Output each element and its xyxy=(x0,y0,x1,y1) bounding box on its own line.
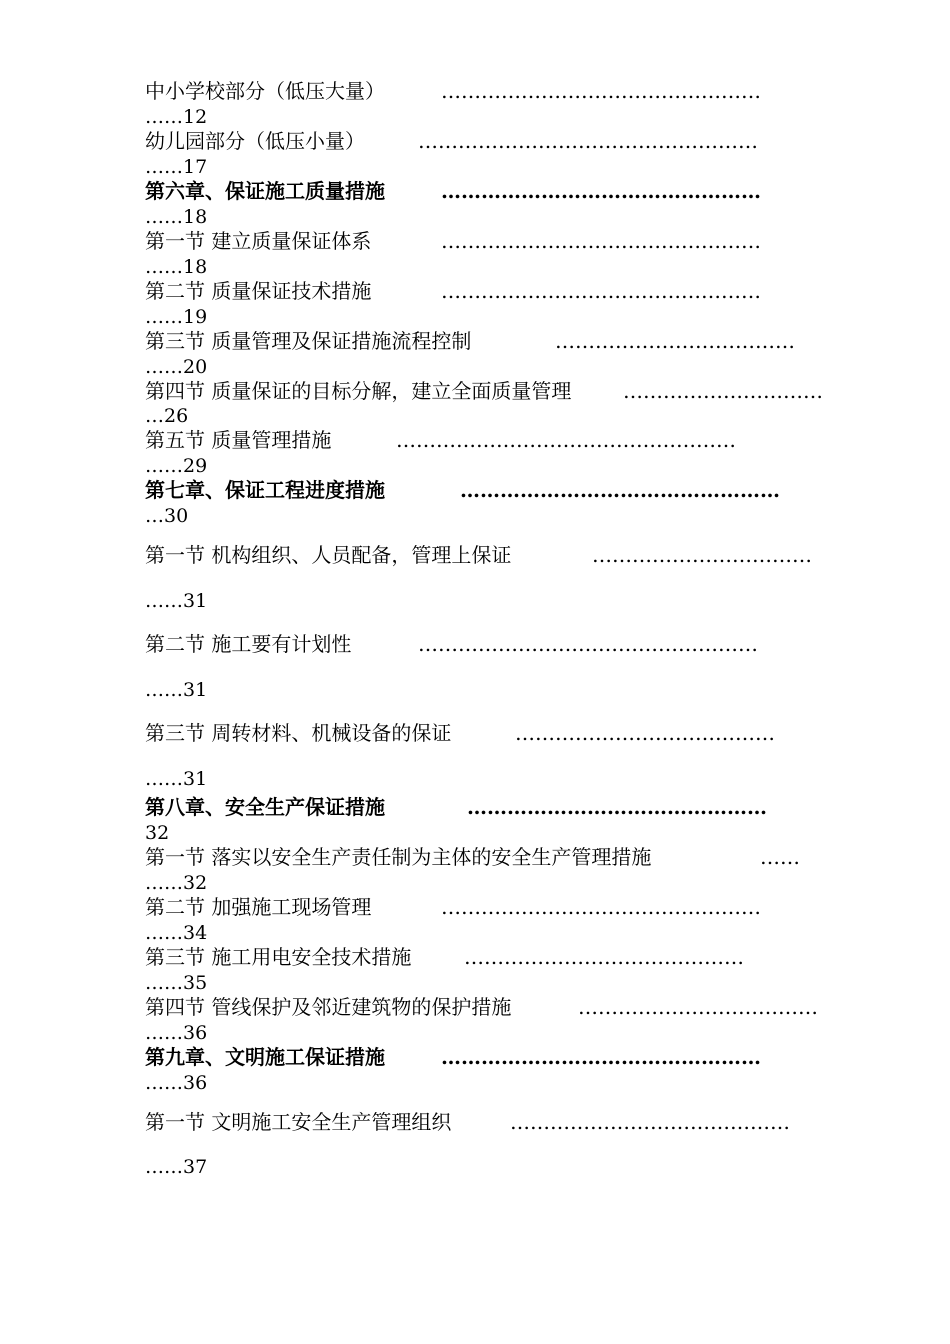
toc-entry-page: 32 xyxy=(145,822,170,844)
toc-entry[interactable] xyxy=(145,794,825,820)
toc-entry-leader: ………………………………………… xyxy=(441,1045,761,1069)
toc-entry-page: ……34 xyxy=(145,922,208,944)
toc-entry-leader: ……………………………… xyxy=(578,995,818,1019)
toc-entry[interactable] xyxy=(145,631,825,657)
toc-entry[interactable] xyxy=(145,894,825,920)
toc-entry-title: 第九章、文明施工保证措施 xyxy=(145,1045,385,1069)
toc-entry-page: ……35 xyxy=(145,972,208,994)
toc-entry-leader: …………………………………………… xyxy=(418,129,758,153)
toc-entry-page: ……37 xyxy=(145,1156,208,1178)
toc-entry-leader: ………………………………………… xyxy=(460,478,780,502)
toc-entry-page: ……31 xyxy=(145,768,208,790)
toc-entry[interactable] xyxy=(145,278,825,304)
toc-entry-page: ……17 xyxy=(145,156,208,178)
toc-entry[interactable] xyxy=(145,477,825,503)
toc-entry-leader: ……………………………… xyxy=(555,329,795,353)
toc-entry[interactable] xyxy=(145,1044,825,1070)
toc-entry[interactable] xyxy=(145,427,825,453)
toc-entry-leader: …………………………… xyxy=(592,543,812,567)
toc-entry[interactable] xyxy=(145,178,825,204)
toc-entry-page: ……19 xyxy=(145,306,208,328)
toc-entry-title: 第七章、保证工程进度措施 xyxy=(145,478,385,502)
toc-entry-title: 第三节 质量管理及保证措施流程控制 xyxy=(145,329,472,353)
toc-entry[interactable] xyxy=(145,720,825,746)
toc-entry-page: ……20 xyxy=(145,356,208,378)
toc-entry-title: 第二节 加强施工现场管理 xyxy=(145,895,372,919)
toc-entry-leader: ………………………… xyxy=(623,379,823,403)
toc-entry[interactable] xyxy=(145,944,825,970)
toc-entry[interactable] xyxy=(145,328,825,354)
toc-entry[interactable] xyxy=(145,994,825,1020)
toc-entry-page: ……18 xyxy=(145,206,208,228)
toc-entry[interactable] xyxy=(145,844,825,870)
toc-entry[interactable] xyxy=(145,228,825,254)
toc-entry-leader: …… xyxy=(760,845,800,869)
toc-entry-leader: …………………………………………… xyxy=(396,428,736,452)
toc-entry-page: ……31 xyxy=(145,590,208,612)
toc-entry-title: 第一节 落实以安全生产责任制为主体的安全生产管理措施 xyxy=(145,845,652,869)
toc-entry-page: ……36 xyxy=(145,1022,208,1044)
toc-entry-title: 中小学校部分（低压大量） xyxy=(145,79,385,103)
toc-entry-page: ……32 xyxy=(145,872,208,894)
toc-entry-leader: ………………………………… xyxy=(515,721,775,745)
toc-entry-leader: …………………………………………… xyxy=(418,632,758,656)
toc-entry-page: ……18 xyxy=(145,256,208,278)
toc-entry-title: 第八章、安全生产保证措施 xyxy=(145,795,385,819)
toc-entry-page: ……36 xyxy=(145,1072,208,1094)
toc-entry-leader: ………………………………………… xyxy=(441,895,761,919)
toc-entry-leader: ……………………………………… xyxy=(467,795,767,819)
toc-entry-page: …26 xyxy=(145,405,189,427)
toc-entry[interactable] xyxy=(145,78,825,104)
toc-entry-leader: ………………………………………… xyxy=(441,79,761,103)
toc-entry-page: ……31 xyxy=(145,679,208,701)
toc-entry-leader: ………………………………………… xyxy=(441,229,761,253)
toc-entry-leader: ………………………………………… xyxy=(441,179,761,203)
toc-entry-title: 第六章、保证施工质量措施 xyxy=(145,179,385,203)
toc-entry[interactable] xyxy=(145,128,825,154)
toc-entry-title: 第一节 机构组织、人员配备，管理上保证 xyxy=(145,543,512,567)
toc-entry-title: 第五节 质量管理措施 xyxy=(145,428,332,452)
toc-entry-page: …30 xyxy=(145,505,189,527)
toc-entry-leader: …………………………………… xyxy=(464,945,744,969)
toc-entry-title: 第一节 文明施工安全生产管理组织 xyxy=(145,1110,452,1134)
toc-entry-leader: …………………………………… xyxy=(510,1110,790,1134)
toc-entry-title: 第一节 建立质量保证体系 xyxy=(145,229,372,253)
toc-entry-page: ……29 xyxy=(145,455,208,477)
toc-entry-title: 第四节 管线保护及邻近建筑物的保护措施 xyxy=(145,995,512,1019)
toc-entry[interactable] xyxy=(145,542,825,568)
toc-entry-leader: ………………………………………… xyxy=(441,279,761,303)
toc-entry-page: ……12 xyxy=(145,106,208,128)
toc-entry-title: 第四节 质量保证的目标分解，建立全面质量管理 xyxy=(145,379,572,403)
toc-entry[interactable] xyxy=(145,378,825,404)
toc-entry[interactable] xyxy=(145,1109,825,1135)
toc-entry-title: 第二节 质量保证技术措施 xyxy=(145,279,372,303)
toc-entry-title: 第二节 施工要有计划性 xyxy=(145,632,352,656)
toc-entry-title: 幼儿园部分（低压小量） xyxy=(145,129,365,153)
toc-entry-title: 第三节 周转材料、机械设备的保证 xyxy=(145,721,452,745)
toc-entry-title: 第三节 施工用电安全技术措施 xyxy=(145,945,412,969)
